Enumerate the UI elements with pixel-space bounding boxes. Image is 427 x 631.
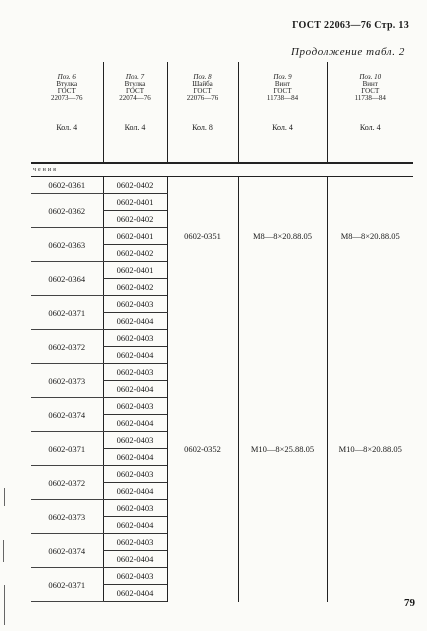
sleeve-pos6-cell: 0602-0373 — [31, 364, 103, 398]
sleeve-pos7-cell: 0602-0403 — [103, 398, 167, 415]
sleeve-pos7-cell: 0602-0404 — [103, 483, 167, 500]
screw-pos9-cell: M8—8×20.88.05 — [238, 177, 327, 296]
sleeve-pos6-cell: 0602-0371 — [31, 568, 103, 602]
sleeve-pos7-cell: 0602-0401 — [103, 262, 167, 279]
sleeve-pos7-cell: 0602-0403 — [103, 534, 167, 551]
sleeve-pos6-cell: 0602-0371 — [31, 432, 103, 466]
sleeve-pos7-cell: 0602-0404 — [103, 381, 167, 398]
sleeve-pos7-cell: 0602-0403 — [103, 330, 167, 347]
sleeve-pos7-cell: 0602-0404 — [103, 313, 167, 330]
page-header: ГОСТ 22063—76 Стр. 13 — [292, 20, 409, 31]
sleeve-pos7-cell: 0602-0401 — [103, 194, 167, 211]
table-row — [31, 296, 413, 313]
sleeve-pos7-cell: 0602-0403 — [103, 466, 167, 483]
screw-pos10-cell: M10—8×20.88.05 — [327, 296, 413, 602]
washer-pos8-cell: 0602-0352 — [167, 296, 238, 602]
sleeve-pos6-cell: 0602-0372 — [31, 330, 103, 364]
sleeve-pos7-cell: 0602-0403 — [103, 568, 167, 585]
sleeve-pos7-cell: 0602-0403 — [103, 296, 167, 313]
binding-mark — [4, 488, 5, 506]
sleeve-pos7-cell: 0602-0404 — [103, 415, 167, 432]
column-header-pos8: Поз. 8 Шайба ГОСТ 22076—76 Кол. 8 — [167, 62, 238, 163]
sleeve-pos7-cell: 0602-0402 — [103, 279, 167, 296]
section-band-label: чения — [31, 163, 413, 177]
sleeve-pos7-cell: 0602-0402 — [103, 177, 167, 194]
parts-table — [31, 62, 413, 602]
sleeve-pos7-cell: 0602-0402 — [103, 211, 167, 228]
column-header-pos6: Поз. 6 Втулка ГОСТ 22073—76 Кол. 4 — [31, 62, 103, 163]
screw-pos9-cell: M10—8×25.88.05 — [238, 296, 327, 602]
sleeve-pos7-cell: 0602-0404 — [103, 585, 167, 602]
sleeve-pos6-cell: 0602-0372 — [31, 466, 103, 500]
section-band-row — [31, 163, 413, 177]
washer-pos8-cell: 0602-0351 — [167, 177, 238, 296]
sleeve-pos7-cell: 0602-0404 — [103, 449, 167, 466]
sleeve-pos7-cell: 0602-0401 — [103, 228, 167, 245]
sleeve-pos6-cell: 0602-0371 — [31, 296, 103, 330]
sleeve-pos6-cell: 0602-0374 — [31, 534, 103, 568]
sleeve-pos7-cell: 0602-0402 — [103, 245, 167, 262]
sleeve-pos6-cell: 0602-0363 — [31, 228, 103, 262]
sleeve-pos6-cell: 0602-0374 — [31, 398, 103, 432]
sleeve-pos7-cell: 0602-0404 — [103, 347, 167, 364]
binding-mark — [3, 540, 4, 562]
sleeve-pos6-cell: 0602-0362 — [31, 194, 103, 228]
sleeve-pos6-cell: 0602-0361 — [31, 177, 103, 194]
column-header-pos9: Поз. 9 Винт ГОСТ 11738—84 Кол. 4 — [238, 62, 327, 163]
column-header-pos7: Поз. 7 Втулка ГОСТ 22074—76 Кол. 4 — [103, 62, 167, 163]
page-number: 79 — [404, 597, 415, 609]
sleeve-pos7-cell: 0602-0403 — [103, 500, 167, 517]
table-continuation-caption: Продолжение табл. 2 — [291, 46, 405, 58]
screw-pos10-cell: M8—8×20.88.05 — [327, 177, 413, 296]
sleeve-pos6-cell: 0602-0373 — [31, 500, 103, 534]
sleeve-pos7-cell: 0602-0403 — [103, 364, 167, 381]
header-row — [31, 62, 413, 163]
column-header-pos10: Поз. 10 Винт ГОСТ 11738—84 Кол. 4 — [327, 62, 413, 163]
sleeve-pos6-cell: 0602-0364 — [31, 262, 103, 296]
sleeve-pos7-cell: 0602-0404 — [103, 517, 167, 534]
sleeve-pos7-cell: 0602-0404 — [103, 551, 167, 568]
sleeve-pos7-cell: 0602-0403 — [103, 432, 167, 449]
table-row — [31, 177, 413, 194]
binding-mark — [4, 585, 5, 625]
